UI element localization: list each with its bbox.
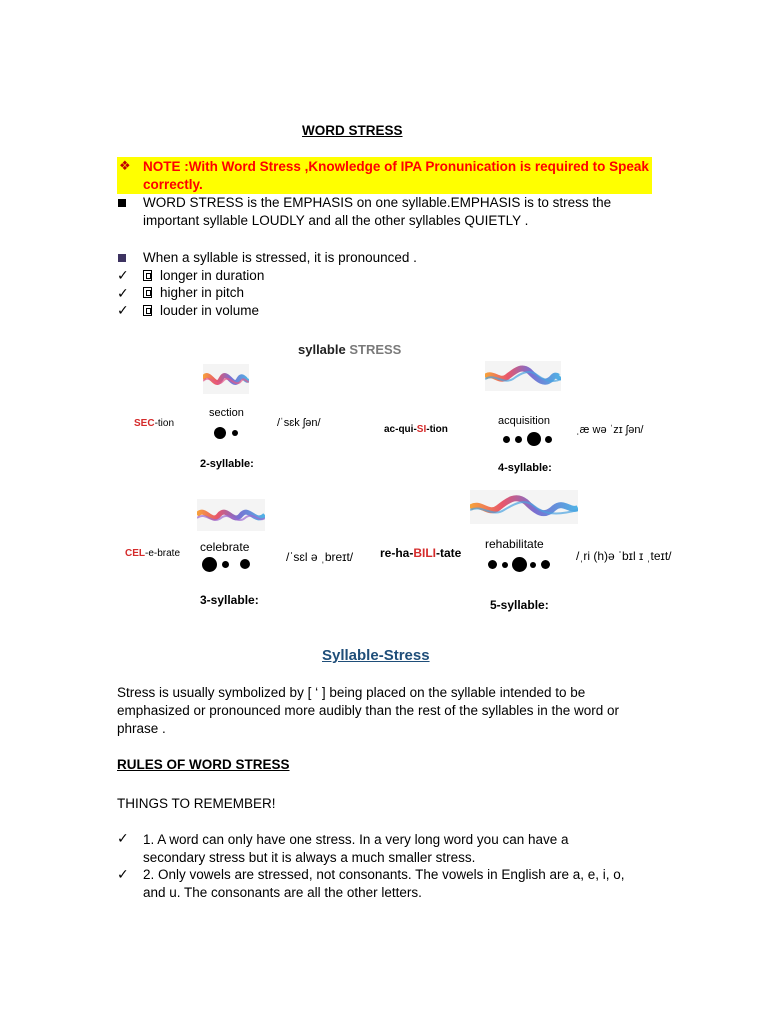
secondary-dot — [488, 560, 497, 569]
unstressed-dot — [503, 436, 510, 443]
definition-text: WORD STRESS is the EMPHASIS on one syllable.EMPHASIS is to stress the important syllable LOUDLY and all the other syllables QUIETLY . — [143, 195, 612, 228]
syllable-split: re-ha-BILI-tate — [380, 546, 462, 560]
list-item: longer in duration — [143, 267, 264, 285]
unstressed-dot — [222, 561, 229, 568]
example-word: rehabilitate — [485, 537, 544, 551]
stressed-dot — [202, 557, 217, 572]
ipa-text: /ˌri (h)ə ˈbɪl ɪ ˌteɪt/ — [576, 549, 672, 563]
note-text: NOTE :With Word Stress ,Knowledge of IPA Pronunication is required to Speak correctly. — [143, 159, 649, 192]
syllable-split: SEC-tion — [134, 418, 175, 429]
page-title: WORD STRESS — [302, 123, 403, 138]
list-item: louder in volume — [143, 302, 259, 320]
sound-wave-icon — [470, 490, 578, 524]
stressed-dot — [214, 427, 226, 439]
syllable-count-label: 3-syllable: — [200, 593, 259, 607]
list-item: higher in pitch — [143, 284, 244, 302]
unstressed-dot — [515, 436, 522, 443]
secondary-dot — [541, 560, 550, 569]
syllable-count-label: 2-syllable: — [200, 458, 254, 470]
stressed-dot — [527, 432, 541, 446]
figure-heading: syllable STRESS — [298, 342, 402, 357]
section-heading: Syllable-Stress — [322, 647, 430, 664]
square-bullet-icon — [118, 199, 126, 207]
unstressed-dot — [530, 562, 536, 568]
things-heading: THINGS TO REMEMBER! — [117, 796, 276, 811]
ipa-text: /ˈsɛl ə ˌbreɪt/ — [286, 550, 354, 564]
example-word: celebrate — [200, 540, 250, 554]
example-word: section — [209, 407, 244, 419]
rule-item: 1. A word can only have one stress. In a very long word you can have a secondary stress but it is always a much smaller stress. — [143, 832, 569, 865]
diamond-bullet-icon: ❖ — [119, 158, 131, 173]
stressed-intro: When a syllable is stressed, it is pronounced . — [143, 250, 417, 265]
box-glyph-icon — [143, 270, 152, 281]
unstressed-dot — [232, 430, 238, 436]
rule-item: 2. Only vowels are stressed, not consonants. The vowels in English are a, e, i, o, and u. The consonants are all the other letters. — [143, 867, 625, 900]
syllable-stress-paragraph: Stress is usually symbolized by [ ‘ ] being placed on the syllable intended to be emphasized or pronounced more audibly than the rest of the syllables in the word or phrase . — [117, 685, 620, 736]
stressed-dot — [512, 557, 527, 572]
note-highlight — [117, 157, 652, 194]
syllable-split: ac-qui-SI-tion — [384, 424, 448, 435]
checkmark-icon: ✓ — [117, 302, 129, 318]
sound-wave-icon — [203, 364, 249, 394]
unstressed-dot — [545, 436, 552, 443]
checkmark-icon: ✓ — [117, 285, 129, 301]
box-glyph-icon — [143, 287, 152, 298]
square-bullet-icon — [118, 254, 126, 262]
unstressed-dot — [502, 562, 508, 568]
syllable-count-label: 5-syllable: — [490, 598, 549, 612]
checkmark-icon: ✓ — [117, 267, 129, 283]
checkmark-icon: ✓ — [117, 866, 129, 882]
ipa-text: ˌæ wə ˈzɪ ʃən/ — [576, 424, 644, 436]
syllable-split: CEL-e-brate — [125, 548, 181, 559]
example-word: acquisition — [498, 415, 550, 427]
ipa-text: /ˈsɛk ʃən/ — [277, 417, 321, 429]
syllable-count-label: 4-syllable: — [498, 462, 552, 474]
checkmark-icon: ✓ — [117, 830, 129, 846]
secondary-dot — [240, 559, 250, 569]
sound-wave-icon — [485, 361, 561, 391]
sound-wave-icon — [197, 499, 265, 531]
rules-heading: RULES OF WORD STRESS — [117, 757, 290, 772]
box-glyph-icon — [143, 305, 152, 316]
